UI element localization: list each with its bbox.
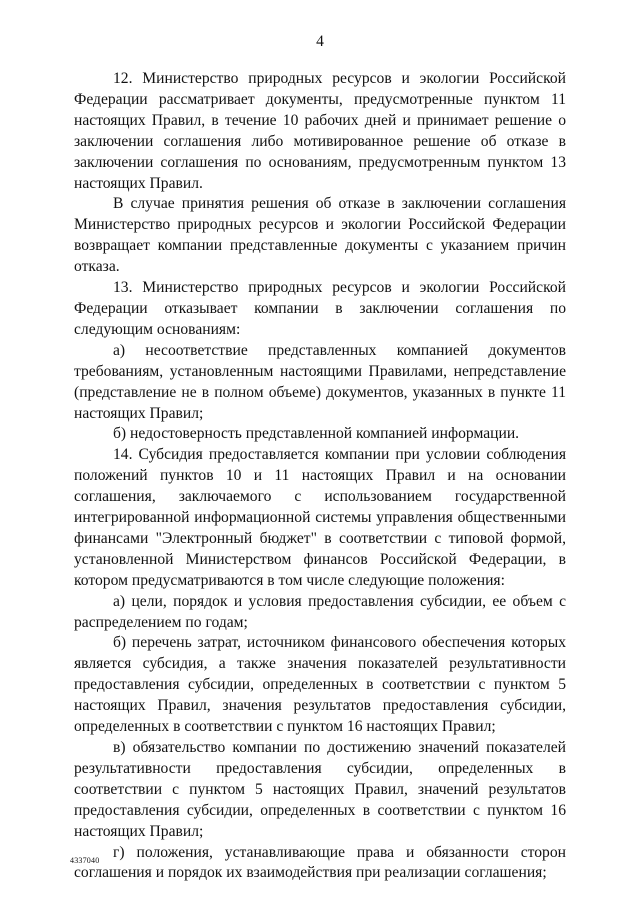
paragraph-14: 14. Субсидия предоставляется компании при условии соблюдения положений пунктов 10 и 11 настоящих Правил и на основании соглашения, заключаемого с использованием государственной интегрированной информационной системы управления общественными финансами "Электронный бюджет" в соответствии с типовой формой, установленной Министерством финансов Российской Федерации, в котором предусматриваются в том числе следующие положения: [74,446,566,589]
paragraph-refusal-return: В случае принятия решения об отказе в заключении соглашения Министерство природных ресурсов и экологии Российской Федерации возвращает компании представленные документы с указанием причин отказа. [74,195,566,276]
paragraph-13: 13. Министерство природных ресурсов и экологии Российской Федерации отказывает компании в заключении соглашения по следующим основаниям: [74,279,566,338]
paragraph-14-g: г) положения, устанавливающие права и обязанности сторон соглашения и порядок их взаимодействия при реализации соглашения; [74,843,566,882]
document-body [74,69,566,884]
paragraph-13-a: а) несоответствие представленных компанией документов требованиям, установленным настоящими Правилами, непредставление (представление не в полном объеме) документов, указанных в пункте 11 настоящих Правил; [74,341,566,422]
page-number: 4 [316,33,324,50]
paragraph-14-b: б) перечень затрат, источником финансового обеспечения которых является субсидия, а также значения показателей результативности предоставления субсидии, определенных в соответствии с пунктом 5 настоящих Правил, значения результатов предоставления субсидии, определенных в соответствии с пунктом 16 настоящих Правил; [74,634,566,736]
document-code: 4337040 [70,856,100,865]
paragraph-12: 12. Министерство природных ресурсов и экологии Российской Федерации рассматривает документы, предусмотренные пунктом 11 настоящих Правил, в течение 10 рабочих дней и принимает решение о заключении соглашения либо мотивированное решение об отказе в заключении соглашения по основаниям, предусмотренным пунктом 13 настоящих Правил. [74,70,566,192]
paragraph-13-b: б) недостоверность представленной компанией информации. [113,425,520,443]
paragraph-14-v: в) обязательство компании по достижению значений показателей результативности предоставления субсидии, определенных в соответствии с пунктом 5 настоящих Правил, значений результатов предоставления субсидии, определенных в соответствии с пунктом 16 настоящих Правил; [74,739,566,840]
paragraph-14-a: а) цели, порядок и условия предоставления субсидии, ее объем с распределением по годам; [74,592,566,631]
